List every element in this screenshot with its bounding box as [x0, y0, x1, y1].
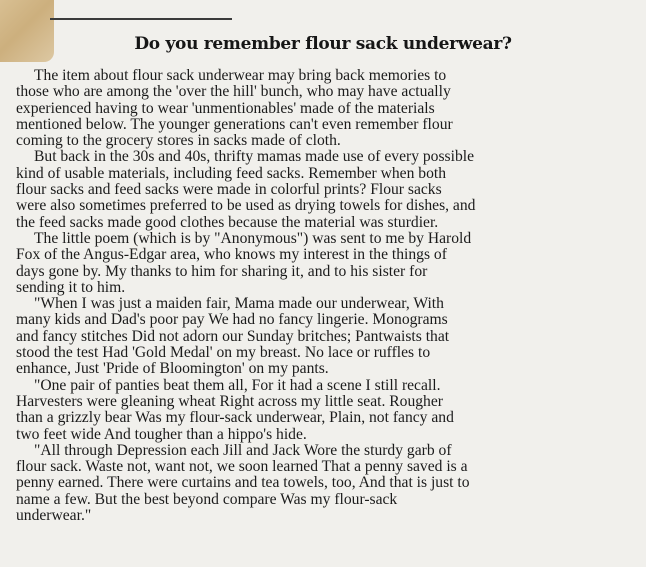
text-line: two feet wide And tougher than a hippo's hide. [16, 425, 307, 443]
text-line: flour sack. Waste not, want not, we soon learned That a penny saved is a [16, 458, 468, 476]
text-line: "All through Depression each Jill and Jack Wore the sturdy garb of [34, 441, 452, 459]
text-line: were also sometimes preferred to be used as drying towels for dishes, and [16, 197, 476, 215]
text-line: those who are among the 'over the hill' bunch, who may have actually [16, 83, 451, 101]
paragraph [16, 231, 636, 296]
paragraph [16, 149, 636, 230]
text-line: coming to the grocery stores in sacks made of cloth. [16, 132, 341, 150]
text-line: stood the test Had 'Gold Medal' on my breast. No lace or ruffles to [16, 344, 431, 362]
text-line: "One pair of panties beat them all, For it had a scene I still recall. [34, 376, 441, 394]
text-line: "When I was just a maiden fair, Mama made our underwear, With [34, 295, 444, 313]
text-line: enhance, Just 'Pride of Bloomington' on my pants. [16, 360, 329, 378]
text-line: kind of usable materials, including feed sacks. Remember when both [16, 164, 447, 182]
paragraph [16, 68, 636, 149]
text-line: underwear." [16, 507, 92, 525]
paragraph [16, 296, 636, 377]
text-line: But back in the 30s and 40s, thrifty mamas made use of every possible [34, 148, 474, 166]
text-line: Fox of the Angus-Edgar area, who knows my interest in the things of [16, 246, 447, 264]
text-line: many kids and Dad's poor pay We had no fancy lingerie. Monograms [16, 311, 448, 329]
paragraph [16, 378, 636, 443]
article-body [16, 68, 636, 524]
text-line: days gone by. My thanks to him for sharing it, and to his sister for [16, 262, 428, 280]
text-line: the feed sacks made good clothes because the material was sturdier. [16, 213, 439, 231]
headline: Do you remember flour sack underwear? [134, 34, 512, 54]
text-line: The item about flour sack underwear may bring back memories to [34, 67, 447, 84]
text-line: Harvesters were gleaning wheat Right across my little seat. Rougher [16, 392, 443, 410]
text-line: name a few. But the best beyond compare Was my flour-sack [16, 490, 398, 508]
top-rule [50, 18, 232, 20]
text-line: and fancy stitches Did not adorn our Sunday britches; Pantwaists that [16, 327, 450, 345]
text-line: The little poem (which is by "Anonymous") was sent to me by Harold [34, 229, 472, 247]
text-line: penny earned. There were curtains and tea towels, too, And that is just to [16, 474, 470, 492]
text-line: experienced having to wear 'unmentionables' made of the materials [16, 99, 435, 117]
text-line: mentioned below. The younger generations can't even remember flour [16, 115, 453, 133]
text-line: flour sacks and feed sacks were made in colorful prints? Flour sacks [16, 181, 442, 199]
paragraph [16, 443, 636, 524]
text-line: than a grizzly bear Was my flour-sack underwear, Plain, not fancy and [16, 409, 454, 427]
text-line: sending it to him. [16, 278, 126, 296]
